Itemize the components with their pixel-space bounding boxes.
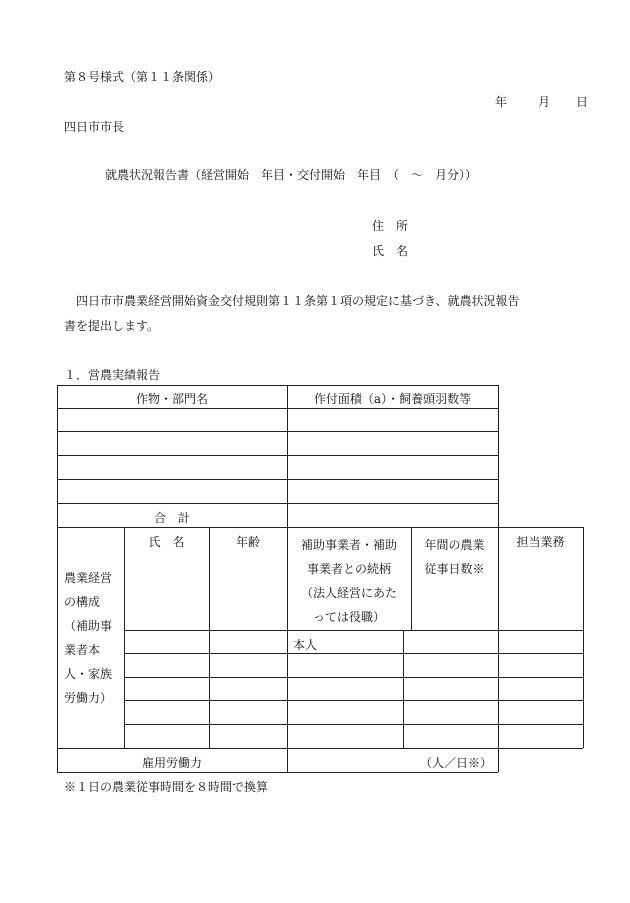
col-header-area: 作付面積（a）・飼養頭羽数等: [313, 392, 472, 406]
form-number: 第８号様式（第１１条関係）: [64, 70, 221, 84]
addressee: 四日市市長: [64, 120, 125, 134]
section1-heading: １．営農実績報告: [64, 368, 161, 382]
date-month: 月: [538, 95, 551, 109]
col-header-age: 年齢: [235, 535, 260, 549]
col-header-name: 氏 名: [148, 535, 185, 549]
col-header-duty: 担当業務: [516, 535, 565, 549]
date-year: 年: [495, 95, 508, 109]
total-label: 合 計: [153, 511, 190, 525]
page-title: 就農状況報告書（経営開始 年目・交付開始 年目 （ ～ 月分））: [105, 168, 478, 182]
hired-unit: （人／日※）: [420, 756, 493, 770]
footnote: ※１日の農業従事時間を８時間で換算: [64, 780, 269, 794]
col-header-days: 年間の農業 従事日数※: [424, 538, 485, 576]
body-text-line1: 四日市市農業経営開始資金交付規則第１１条第１項の規定に基づき、就農状況報告: [76, 294, 520, 308]
name-label: 氏 名: [372, 244, 409, 258]
date-day: 日: [576, 95, 589, 109]
address-label: 住 所: [372, 219, 409, 233]
labor-row-label: 農業経営 の構成 （補助事 業者本 人・家族 労働力）: [64, 571, 113, 705]
hired-label: 雇用労働力: [141, 756, 202, 770]
body-text-line2: 書を提出します。: [64, 319, 160, 333]
col-header-crop: 作物・部門名: [135, 392, 208, 406]
self-label: 本人: [293, 638, 318, 652]
col-header-relation: 補助事業者・補助 事業者との続柄 （法人経営にあた っては役職）: [300, 538, 397, 624]
